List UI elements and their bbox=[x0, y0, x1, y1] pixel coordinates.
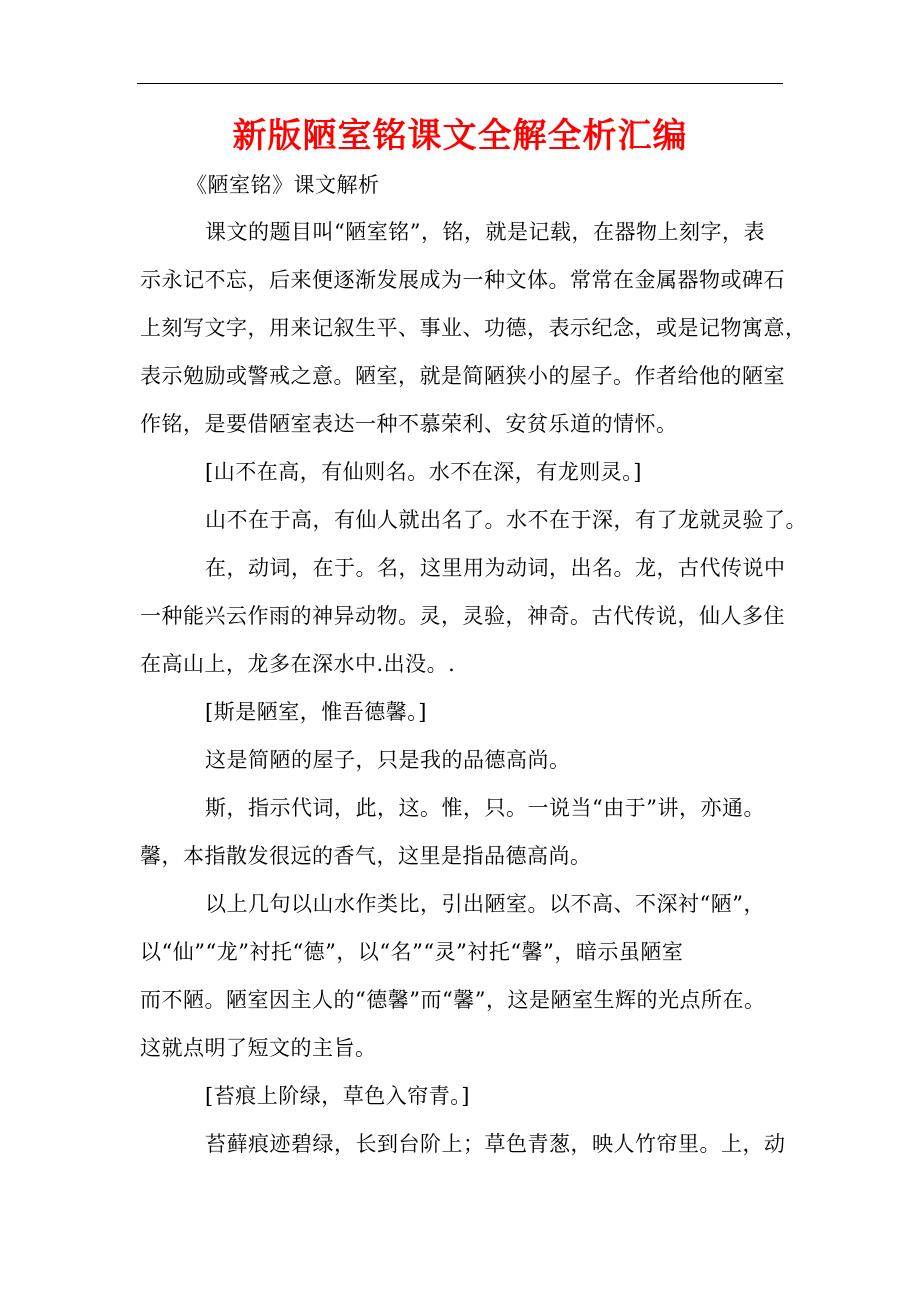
paragraph-line: 这是简陋的屋子，只是我的品德高尚。 bbox=[205, 748, 571, 772]
original-text-quote: [斯是陋室，惟吾德馨。] bbox=[205, 700, 427, 724]
paragraph-line: 在，动词，在于。名，这里用为动词，出名。龙，古代传说中 bbox=[205, 556, 786, 580]
paragraph-line: 示永记不忘，后来便逐渐发展成为一种文体。常常在金属器物或碑石 bbox=[140, 268, 785, 292]
paragraph-line: 斯，指示代词，此，这。惟，只。一说当“由于”讲，亦通。 bbox=[205, 796, 765, 820]
section-subheading: 《陋室铭》课文解析 bbox=[186, 173, 380, 197]
paragraph-line: 在高山上，龙多在深水中.出没。. bbox=[140, 652, 456, 676]
original-text-quote: [山不在高，有仙则名。水不在深，有龙则灵。] bbox=[205, 460, 642, 484]
paragraph-line: 课文的题目叫“陋室铭”，铭，就是记载，在器物上刻字，表 bbox=[205, 220, 765, 244]
header-rule bbox=[137, 83, 783, 84]
paragraph-line: 作铭，是要借陋室表达一种不慕荣利、安贫乐道的情怀。 bbox=[140, 412, 678, 436]
paragraph-line: 上刻写文字，用来记叙生平、事业、功德，表示纪念，或是记物寓意， bbox=[140, 316, 807, 340]
paragraph-line: 一种能兴云作雨的神异动物。灵，灵验，神奇。古代传说，仙人多住 bbox=[140, 604, 785, 628]
original-text-quote: [苔痕上阶绿，草色入帘青。] bbox=[205, 1084, 470, 1108]
paragraph-line: 山不在于高，有仙人就出名了。水不在于深，有了龙就灵验了。 bbox=[205, 508, 807, 532]
paragraph-line: 而不陋。陋室因主人的“德馨”而“馨”，这是陋室生辉的光点所在。 bbox=[140, 988, 766, 1012]
page-title: 新版陋室铭课文全解全析汇编 bbox=[232, 116, 688, 156]
paragraph-line: 这就点明了短文的主旨。 bbox=[140, 1036, 377, 1060]
paragraph-line: 以上几句以山水作类比，引出陋室。以不高、不深衬“陋”， bbox=[205, 892, 765, 916]
paragraph-line: 以“仙”“龙”衬托“德”，以“名”“灵”衬托“馨”，暗示虽陋室 bbox=[140, 940, 684, 964]
paragraph-line: 苔藓痕迹碧绿，长到台阶上；草色青葱，映人竹帘里。上，动 bbox=[205, 1132, 786, 1156]
paragraph-line: 馨，本指散发很远的香气，这里是指品德高尚。 bbox=[140, 844, 592, 868]
paragraph-line: 表示勉励或警戒之意。陋室，就是简陋狭小的屋子。作者给他的陋室 bbox=[140, 364, 785, 388]
